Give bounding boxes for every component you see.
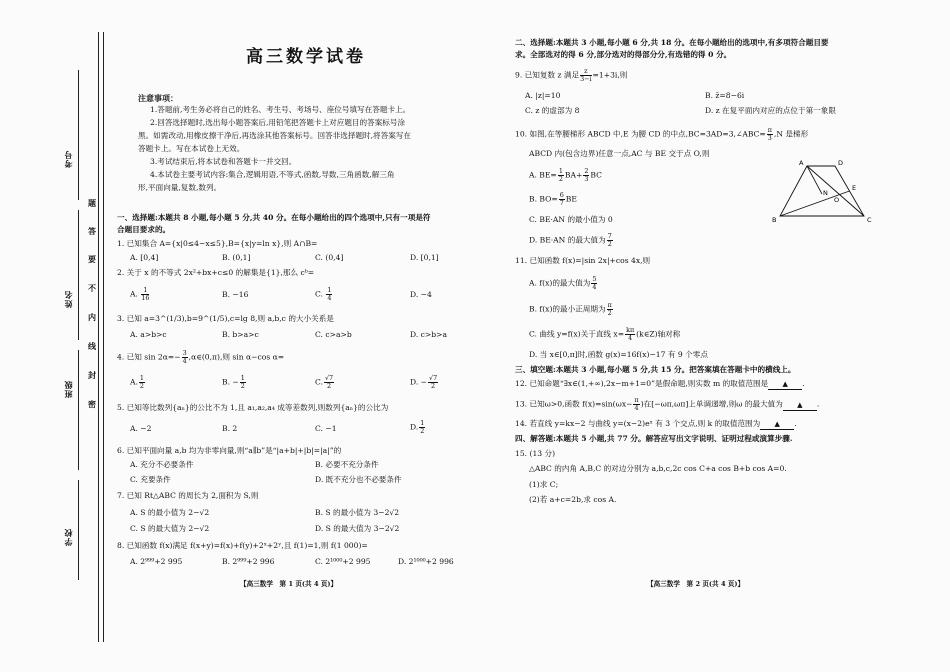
- seal-char: 不: [88, 283, 96, 293]
- q2-option-a: [130, 287, 150, 302]
- q9-stem-fraction: [580, 68, 591, 83]
- numerator: 7: [607, 232, 612, 240]
- notice-line: 1.答题前,考生务必将自己的姓名、考生号、考场号、座位号填写在答题卡上。: [150, 105, 411, 114]
- fraction: [559, 192, 565, 207]
- q7-option-c: C. S 的最大值为 2−√2: [130, 524, 210, 533]
- seal-char: 密: [88, 399, 96, 409]
- denominator: 4: [634, 404, 639, 412]
- point-o-label: O: [834, 196, 840, 204]
- section-3-heading: 三、填空题:本题共 3 小题,每小题 5 分,共 15 分。把答案填在答题卡中的横线上。: [515, 365, 796, 374]
- point-a-label: A: [799, 159, 804, 167]
- blank-marker: ▲: [774, 420, 780, 428]
- fraction: [633, 397, 639, 412]
- q6-stem: 6. 已知平面向量 a,b 均为非零向量,则“a∥b”是“|a+b|+|b|=|a|”的: [117, 446, 342, 455]
- fraction: [428, 375, 438, 390]
- numerator: 1: [327, 286, 332, 294]
- numerator: 5: [592, 275, 597, 283]
- q5-stem: 5. 已知等比数列{aₙ}的公比不为 1,且 a₁,a₂,a₄ 成等差数列,则数列{aₙ}的公比为: [117, 403, 389, 412]
- q2-option-b: B. −16: [222, 290, 249, 299]
- q6-option-b: B. 必要不充分条件: [315, 460, 379, 469]
- q4-option-d: [410, 375, 439, 390]
- denominator: 2: [139, 382, 144, 390]
- blank-marker: ▲: [782, 380, 788, 388]
- fraction: [607, 233, 613, 248]
- q15-part-1: (1)求 C;: [529, 480, 559, 489]
- denominator: 2: [420, 427, 425, 435]
- numerator: π: [634, 396, 639, 404]
- trapezoid-figure: [770, 158, 880, 226]
- label: B. −: [222, 377, 239, 387]
- denominator: 2: [431, 382, 436, 390]
- label: D. BE·AN 的最大值为: [529, 235, 606, 245]
- numerator: 1: [420, 419, 425, 427]
- denominator: 7: [559, 199, 564, 207]
- segment-an: [807, 166, 822, 194]
- q3-option-c: C. c>a>b: [315, 330, 352, 339]
- notice-line: 2.回答选择题时,选出每小题答案后,用铅笔把答题卡上对应题目的答案标号涂: [150, 118, 406, 127]
- answer-blank: [768, 379, 802, 390]
- q6-option-d: D. 既不充分也不必要条件: [315, 475, 402, 484]
- q9-stem-pre: 9. 已知复数 z 满足: [515, 70, 580, 80]
- numerator: kπ: [626, 326, 635, 334]
- q7-option-d: D. S 的最大值为 3−2√2: [315, 524, 400, 533]
- denominator: 2: [327, 382, 332, 390]
- q2-option-a-fraction: [141, 287, 149, 302]
- denominator: 3−i: [580, 75, 592, 83]
- label: A.: [130, 377, 138, 387]
- q3-option-d: D. c>b>a: [410, 330, 448, 339]
- q3-stem: 3. 已知 a=3^(1/3),b=9^(1/5),c=lg 8,则 a,b,c 的大小关系是: [117, 314, 334, 323]
- q11-option-a: [529, 276, 598, 291]
- denominator: 2: [607, 309, 612, 317]
- page-2-footer: 【高三数学 第 2 页(共 4 页)】: [647, 580, 745, 588]
- q1-option-b: B. (0,1]: [222, 253, 251, 262]
- numerator: 1: [558, 167, 563, 175]
- label: C. 曲线 y=f(x)关于直线 x=: [529, 329, 625, 339]
- school-line: [78, 480, 79, 580]
- denominator: 4: [182, 357, 187, 365]
- label-exam-no: 考号: [63, 150, 73, 168]
- point-c-label: C: [867, 216, 872, 224]
- notice-line: 黑。如需改动,用橡皮擦干净后,再选涂其他答案标号。回答非选择题时,将答案写在: [138, 131, 412, 140]
- denominator: 3: [767, 134, 772, 142]
- label-name: 姓名: [63, 290, 73, 308]
- notice-heading: 注意事项：: [138, 93, 178, 103]
- section-1-heading-cont: 合题目要求的。: [117, 225, 171, 234]
- text: 12. 已知命题“∃x∈(1,+∞),2x−m+1=0”是假命题,则实数 m 的取值范围是: [515, 379, 769, 388]
- q3-option-a: A. a>b>c: [130, 330, 167, 339]
- numerator: π: [607, 301, 612, 309]
- q7-option-b: B. S 的最小值为 3−2√2: [315, 508, 400, 517]
- section-2-heading: 二、选择题:本题共 3 小题,每小题 6 分,共 18 分。在每小题给出的选项中,有多项符合题目要: [515, 38, 829, 47]
- q5-option-c: C. −1: [315, 424, 337, 433]
- pre: 13. 已知ω>0,函数 f(x)=sin(ωx−: [515, 399, 633, 409]
- label-class: 班级: [63, 380, 73, 398]
- q8-option-a: A. 2⁹⁹⁹+2 995: [130, 557, 183, 566]
- tail: BE: [565, 194, 577, 204]
- q10-post: ,N 是梯形: [773, 129, 809, 139]
- page-1-footer: 【高三数学 第 1 页(共 4 页)】: [240, 580, 338, 588]
- numerator: z: [580, 68, 591, 76]
- q2-option-c: [315, 287, 333, 302]
- q3-option-b: B. b>a>c: [222, 330, 259, 339]
- fraction: [240, 375, 246, 390]
- text: 14. 若直线 y=kx−2 与曲线 y=(x−2)eˣ 有 3 个交点,则 k 的取值范围为: [515, 419, 761, 428]
- q9-option-a: A. |z|=10: [525, 91, 561, 100]
- notice-line: 形,平面向量,复数,数列。: [138, 183, 222, 192]
- q7-option-a: A. S 的最小值为 2−√2: [130, 508, 210, 517]
- answer-blank: [760, 419, 794, 430]
- q10-option-c: C. BE·AN 的最小值为 0: [529, 215, 613, 224]
- denominator: 3: [584, 175, 589, 183]
- denominator: 2: [607, 240, 612, 248]
- notice-line: 3.考试结束后,将本试卷和答题卡一并交回。: [150, 157, 297, 166]
- label-school: 学校: [63, 528, 73, 546]
- point-d-label: D: [838, 159, 844, 167]
- seal-char: 答: [88, 226, 96, 236]
- label: A. f(x)的最大值为: [529, 278, 591, 288]
- tail: BC: [590, 170, 602, 180]
- binding-line-inner: [103, 32, 104, 642]
- q11-option-c: [529, 327, 680, 342]
- section-4-heading: 四、解答题:本题共 5 小题,共 77 分。解答应写出文字说明、证明过程或演算步骤.: [515, 434, 793, 443]
- q2-option-d: D. −4: [410, 290, 432, 299]
- answer-blank: [783, 400, 817, 411]
- numerator: 1: [141, 287, 149, 295]
- q4-option-a: [130, 375, 146, 390]
- q7-stem: 7. 已知 Rt△ABC 的周长为 2,面积为 S,则: [117, 491, 259, 500]
- name-line: [78, 210, 79, 340]
- q1-option-d: D. [0,1]: [410, 253, 439, 262]
- notice-line: 答题卡上。写在本试卷上无效。: [138, 144, 245, 153]
- label: B. BO=: [529, 194, 558, 204]
- q10-stem-line2: ABCD 内(包含边界)任意一点,AC 与 BE 交于点 O,则: [529, 149, 710, 158]
- fraction: [583, 168, 589, 183]
- q4-option-b: [222, 375, 247, 390]
- seal-char: 线: [88, 341, 96, 351]
- q10-option-a: [529, 168, 602, 183]
- fraction: [139, 375, 145, 390]
- q8-stem: 8. 已知函数 f(x)满足 f(x+y)=f(x)+f(y)+2ˣ+2ʸ,且 f(1)=1,则 f(1 000)=: [117, 541, 368, 550]
- q9-option-c: C. z 的虚部为 8: [525, 106, 580, 115]
- middle: BA+: [564, 170, 583, 180]
- q13-stem: 13. 已知ω>0,函数 f(x)=sin(ωx− $\frac{\pi}{4}$ )在[−ωπ,ωπ]上单调递增,则ω 的最大值为 ▲ .: [515, 396, 820, 412]
- q8-option-d: D. 2¹⁰⁰⁰+2 996: [398, 557, 454, 566]
- tail: (k∈Z)轴对称: [636, 329, 681, 339]
- q5-option-d: [410, 420, 426, 435]
- denominator: 4: [628, 334, 633, 342]
- seal-char: 内: [88, 312, 96, 322]
- numerator: π: [767, 126, 772, 134]
- q6-option-a: A. 充分不必要条件: [130, 460, 194, 469]
- q10-fraction: [767, 127, 773, 142]
- q2-option-a-label: A.: [130, 289, 138, 299]
- seal-char: 要: [88, 254, 96, 264]
- label: D. −: [410, 377, 428, 387]
- q1-stem: 1. 已知集合 A={x|0≤4−x≤5},B={x|y=ln x},则 A∩B=: [117, 239, 318, 248]
- label: B. f(x)的最小正周期为: [529, 304, 606, 314]
- q10-stem-line1: [515, 127, 808, 142]
- fraction: [591, 276, 597, 291]
- denominator: 2: [558, 175, 563, 183]
- q9-option-d: D. z 在复平面内对应的点位于第一象限: [705, 106, 836, 115]
- q15-head: 15. (13 分): [515, 449, 556, 458]
- q4-stem-pre: 4. 已知 sin 2α=−: [117, 352, 181, 362]
- point-n-label: N: [823, 189, 828, 197]
- q9-stem-post: =1+3i,则: [592, 70, 628, 80]
- fraction: [324, 375, 334, 390]
- numerator: √7: [324, 374, 334, 382]
- numerator: 3: [182, 349, 187, 357]
- notice-line: 4.本试卷主要考试内容:集合,逻辑用语,不等式,函数,导数,三角函数,解三角: [150, 170, 395, 179]
- q8-option-c: C. 2¹⁰⁰⁰+2 995: [315, 557, 371, 566]
- point-b-label: B: [772, 216, 777, 224]
- page-2: [475, 0, 950, 672]
- q4-stem-fraction: [182, 350, 188, 365]
- fraction: [558, 168, 564, 183]
- q11-stem: 11. 已知函数 f(x)=|sin 2x|+cos 4x,则: [515, 256, 651, 265]
- fraction: [607, 302, 613, 317]
- q15-stem: △ABC 的内角 A,B,C 的对边分别为 a,b,c,2c cos C+a cos B+b cos A=0.: [529, 464, 787, 473]
- q6-option-c: C. 充要条件: [130, 475, 171, 484]
- label: C.: [315, 377, 323, 387]
- q11-option-d: D. 当 x∈[0,π]时,函数 g(x)=16f(x)−17 有 9 个零点: [529, 350, 708, 359]
- post: )在[−ωπ,ωπ]上单调递增,则ω 的最大值为: [640, 399, 783, 409]
- seal-char: 封: [88, 370, 96, 380]
- q2-option-c-fraction: [326, 287, 332, 302]
- q5-option-b: B. 2: [222, 424, 238, 433]
- blank-marker: ▲: [797, 400, 803, 409]
- q10-option-b: [529, 192, 577, 207]
- section-1-heading: 一、选择题:本题共 8 小题,每小题 5 分,共 40 分。在每小题给出的四个选项中,只有一项是符: [117, 213, 431, 222]
- numerator: 2: [584, 167, 589, 175]
- numerator: 6: [559, 191, 564, 199]
- label: A. BE=: [529, 170, 557, 180]
- q5-option-a: A. −2: [130, 424, 152, 433]
- q8-option-b: B. 2⁹⁹⁹+2 996: [222, 557, 275, 566]
- exam-no-line: [78, 70, 79, 200]
- binding-line: [98, 32, 99, 642]
- page-title: 高三数学试卷: [246, 47, 366, 67]
- denominator: 2: [240, 382, 245, 390]
- q1-option-c: C. (0,4]: [315, 253, 344, 262]
- class-line: [78, 350, 79, 470]
- numerator: √7: [429, 374, 438, 382]
- label: D.: [410, 422, 419, 432]
- q2-option-c-label: C.: [315, 289, 323, 299]
- denominator: 4: [592, 283, 597, 291]
- q10-option-d: [529, 233, 614, 248]
- q4-stem: [117, 350, 284, 365]
- q2-stem: 2. 关于 x 的不等式 2x²+bx+c≤0 的解集是{1},那么 cᵇ=: [117, 268, 315, 277]
- q11-option-b: [529, 302, 614, 317]
- denominator: 16: [141, 294, 150, 302]
- q14-stem: 14. 若直线 y=kx−2 与曲线 y=(x−2)eˣ 有 3 个交点,则 k 的取值范围为 ▲ .: [515, 419, 797, 428]
- fraction: [419, 420, 425, 435]
- denominator: 4: [327, 294, 332, 302]
- fraction: [625, 327, 635, 342]
- q9-option-b: B. z̄=8−6i: [705, 91, 745, 100]
- q1-option-a: A. [0,4]: [130, 253, 159, 262]
- numerator: 1: [139, 374, 144, 382]
- q12-stem: 12. 已知命题“∃x∈(1,+∞),2x−m+1=0”是假命题,则实数 m 的取值范围是 ▲ .: [515, 379, 805, 388]
- point-e-label: E: [852, 184, 857, 192]
- q4-option-c: [315, 375, 335, 390]
- seal-char: 题: [88, 198, 96, 208]
- q10-pre: 10. 如图,在等腰梯形 ABCD 中,E 为腰 CD 的中点,BC=3AD=3,∠ABC=: [515, 129, 766, 139]
- q9-stem: [515, 68, 627, 83]
- q4-stem-post: ,α∈(0,π),则 sin α−cos α=: [188, 352, 285, 362]
- numerator: 1: [240, 374, 245, 382]
- section-2-heading-cont: 求。全部选对的得 6 分,部分选对的得部分分,有选错的得 0 分。: [515, 50, 732, 59]
- q15-part-2: (2)若 a+c=2b,求 cos A.: [529, 495, 617, 504]
